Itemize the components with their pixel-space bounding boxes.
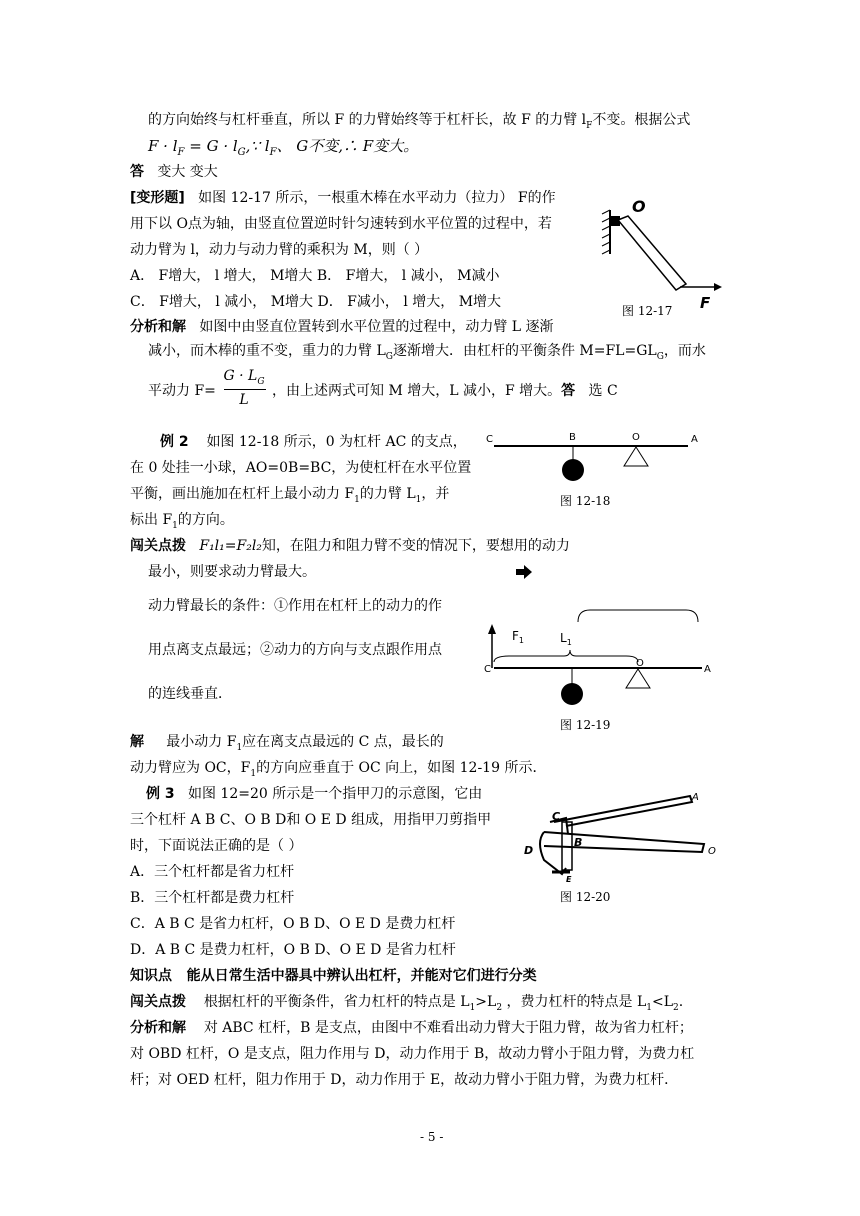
ex2-line-2: 在 0 处挂一小球，AO=0B=BC，为使杠杆在水平位置 bbox=[130, 460, 472, 476]
option-c-d: C． F增大， l 减小， M增大 D． F减小， l 增大， M增大 bbox=[130, 294, 502, 310]
fulcrum-triangle bbox=[626, 669, 650, 688]
label-C: C bbox=[486, 434, 493, 445]
option-a-b: A． F增大， l 增大， M增大 B． F增大， l 减小， M减小 bbox=[130, 268, 500, 284]
label-O: O bbox=[708, 846, 716, 857]
cond-line-1: 动力臂最长的条件：①作用在杠杆上的动力的作 bbox=[148, 598, 442, 614]
caption-12-17: 图 12-17 bbox=[622, 304, 673, 318]
text-line-1: 的方向始终与杠杆垂直，所以 F 的力臂始终等于杠杆长，故 F 的力臂 $l_F$不变。根据公式 bbox=[148, 112, 691, 131]
ex3-option-b: B．三个杠杆都是费力杠杆 bbox=[130, 890, 295, 906]
variant-line-2: 用下以 O点为轴，由竖直位置逆时针匀速转到水平位置的过程中，若 bbox=[130, 216, 552, 232]
ex3-option-d: D．A B C 是费力杠杆，O B D、O E D 是省力杠杆 bbox=[130, 942, 456, 958]
upper-handle bbox=[554, 796, 692, 826]
answer-line: 答 变大 变大 bbox=[130, 164, 218, 180]
figure-12-20-diagram bbox=[522, 782, 722, 882]
hint-line-2: 最小，则要求动力臂最大。 bbox=[148, 564, 316, 580]
arrow-head bbox=[714, 283, 722, 291]
right-arrow-icon bbox=[514, 563, 534, 581]
fraction-denominator: L bbox=[239, 392, 249, 408]
cond-line-3: 的连线垂直． bbox=[148, 686, 232, 702]
l1-brace bbox=[494, 650, 638, 662]
solution-line-1: 解 最小动力 $F_1$应在离支点最远的 C 点，最长的 bbox=[130, 734, 444, 753]
figure-12-18 bbox=[484, 430, 704, 500]
label-A: A bbox=[692, 792, 699, 803]
variant-line-3: 动力臂为 l，动力与动力臂的乘积为 M，则（ ） bbox=[130, 242, 429, 258]
label-C: C bbox=[484, 664, 491, 675]
ex3-option-c: C．A B C 是省力杠杆，O B D、O E D 是费力杠杆 bbox=[130, 916, 456, 932]
label-E: E bbox=[566, 875, 572, 882]
page-number: - 5 - bbox=[420, 1130, 444, 1144]
fraction-bar bbox=[224, 389, 266, 390]
ex2-line-4: 标出 $F_1$的方向。 bbox=[130, 512, 234, 531]
label-B: B bbox=[574, 836, 583, 849]
ex3-line-3: 时，下面说法正确的是（ ） bbox=[130, 838, 303, 854]
label-O: O bbox=[632, 197, 646, 216]
analysis2-line-2: 对 OBD 杠杆，O 是支点，阻力作用与 D，动力作用于 B，故动力臂小于阻力臂，为费力杠 bbox=[130, 1046, 695, 1062]
lower-handle bbox=[544, 832, 704, 852]
caption-12-20: 图 12-20 bbox=[560, 890, 611, 904]
caption-12-19: 图 12-19 bbox=[560, 718, 611, 732]
figure-12-18-diagram bbox=[484, 430, 704, 500]
figure-12-19 bbox=[480, 604, 716, 716]
label-L1: $L_1$ bbox=[560, 631, 572, 647]
top-brace bbox=[578, 610, 698, 622]
ex3-line-1: 例 3 如图 12=20 所示是一个指甲刀的示意图，它由 bbox=[146, 786, 483, 802]
label-D: D bbox=[524, 844, 534, 857]
analysis-line-3a: 平动力 F= bbox=[148, 383, 216, 399]
ex2-line-1: 例 2 如图 12-18 所示，0 为杠杆 AC 的支点， bbox=[160, 434, 467, 450]
fraction-numerator: $G \cdot L_G$ bbox=[223, 368, 265, 387]
label-O: O bbox=[632, 432, 640, 443]
label-B: B bbox=[569, 432, 576, 443]
analysis-line-3b: ，由上述两式可知 M 增大，L 减小，F 增大。答 选 C bbox=[272, 383, 618, 399]
f1-arrow-head bbox=[488, 624, 496, 634]
figure-12-19-diagram bbox=[480, 604, 716, 716]
analysis2-line-1: 分析和解 对 ABC 杠杆，B 是支点，由图中不难看出动力臂大于阻力臂，故为省力杠杆； bbox=[130, 1020, 693, 1036]
label-O: O bbox=[636, 658, 644, 669]
cond-line-2: 用点离支点最远；②动力的方向与支点跟作用点 bbox=[148, 642, 442, 658]
label-C: C bbox=[552, 810, 561, 823]
analysis-line-2: 减小，而木棒的重不变，重力的力臂 $L_G$逐渐增大．由杠杆的平衡条件 $M=FL=GL_G$，而水 bbox=[148, 343, 706, 362]
ex3-line-2: 三个杠杆 A B C、O B D和 O E D 组成，用指甲刀剪指甲 bbox=[130, 812, 492, 828]
fulcrum-triangle bbox=[624, 447, 648, 466]
label-A: A bbox=[691, 434, 698, 445]
label-F: F bbox=[700, 294, 711, 312]
hint2-line: 闯关点拨 根据杠杆的平衡条件，省力杠杆的特点是 $L_1>L_2$ ，费力杠杆的特点是 $L_1<L_2$. bbox=[130, 994, 684, 1013]
knowledge-point: 知识点 能从日常生活中器具中辨认出杠杆，并能对它们进行分类 bbox=[130, 968, 537, 984]
analysis2-line-3: 杆；对 OED 杠杆，阻力作用于 D，动力作用于 E，故动力臂小于阻力臂，为费力杠杆． bbox=[130, 1072, 679, 1088]
hint-line-1: 闯关点拨 F₁l₁=F₂l₂知，在阻力和阻力臂不变的情况下，要想用的动力 bbox=[130, 538, 570, 554]
label-A: A bbox=[704, 664, 711, 675]
ex2-line-3: 平衡，画出施加在杠杆上最小动力 $F_1$的力臂 $L_1$，并 bbox=[130, 486, 450, 505]
ex3-option-a: A．三个杠杆都是省力杠杆 bbox=[130, 864, 295, 880]
wall-hatch bbox=[602, 210, 610, 254]
wooden-rod bbox=[618, 216, 686, 290]
hanging-ball bbox=[562, 459, 584, 481]
solution-line-2: 动力臂应为 OC，$F_1$的方向应垂直于 OC 向上，如图 12-19 所示． bbox=[130, 760, 547, 779]
formula-line: $F \cdot l_F = G$ · $l_G,\because$ $l_F$、 G不变,∴ F变大。 bbox=[148, 137, 419, 158]
figure-12-20 bbox=[522, 782, 722, 882]
variant-line-1: [变形题] 如图 12-17 所示，一根重木棒在水平动力（拉力） F的作 bbox=[130, 190, 556, 206]
caption-12-18: 图 12-18 bbox=[560, 494, 611, 508]
label-F1: $F_1$ bbox=[512, 629, 524, 645]
analysis-line-1: 分析和解 如图中由竖直位置转到水平位置的过程中，动力臂 L 逐渐 bbox=[130, 319, 554, 335]
hanging-ball bbox=[561, 683, 583, 705]
